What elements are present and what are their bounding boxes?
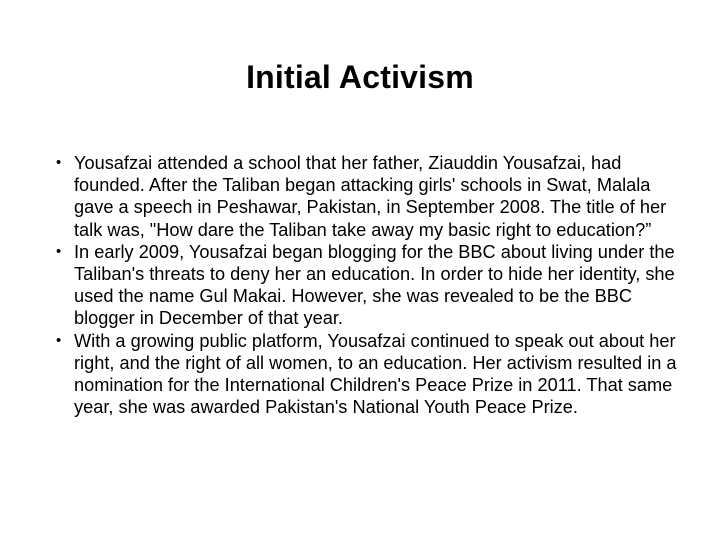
bullet-dot-icon: •	[56, 242, 62, 260]
bullet-item	[50, 330, 690, 419]
bullet-item	[50, 152, 690, 241]
bullet-text: Yousafzai attended a school that her father, Ziauddin Yousafzai, had founded. After the Taliban began attacking girls' schools in Swat, Malala gave a speech in Peshawar, Pakistan, in September 2008. The title of her talk was, "How dare the Taliban take away my basic right to education?”	[74, 153, 667, 240]
bullet-item	[50, 241, 690, 330]
bullet-text: In early 2009, Yousafzai began blogging for the BBC about living under the Taliban's threats to deny her an education. In order to hide her identity, she used the name Gul Makai. However, she was revealed to be the BBC blogger in December of that year.	[74, 241, 675, 329]
slide-title: Initial Activism	[246, 59, 474, 95]
bullet-dot-icon: •	[56, 154, 62, 171]
bullet-text: With a growing public platform, Yousafzai continued to speak out about her right, and the right of all women, to an education. Her activism resulted in a nomination for the International Children's Peace Prize in 2011. That same year, she was awarded Pakistan's National Youth Peace Prize.	[74, 330, 677, 418]
bullet-list	[50, 152, 690, 418]
bullet-dot-icon: •	[56, 331, 62, 349]
